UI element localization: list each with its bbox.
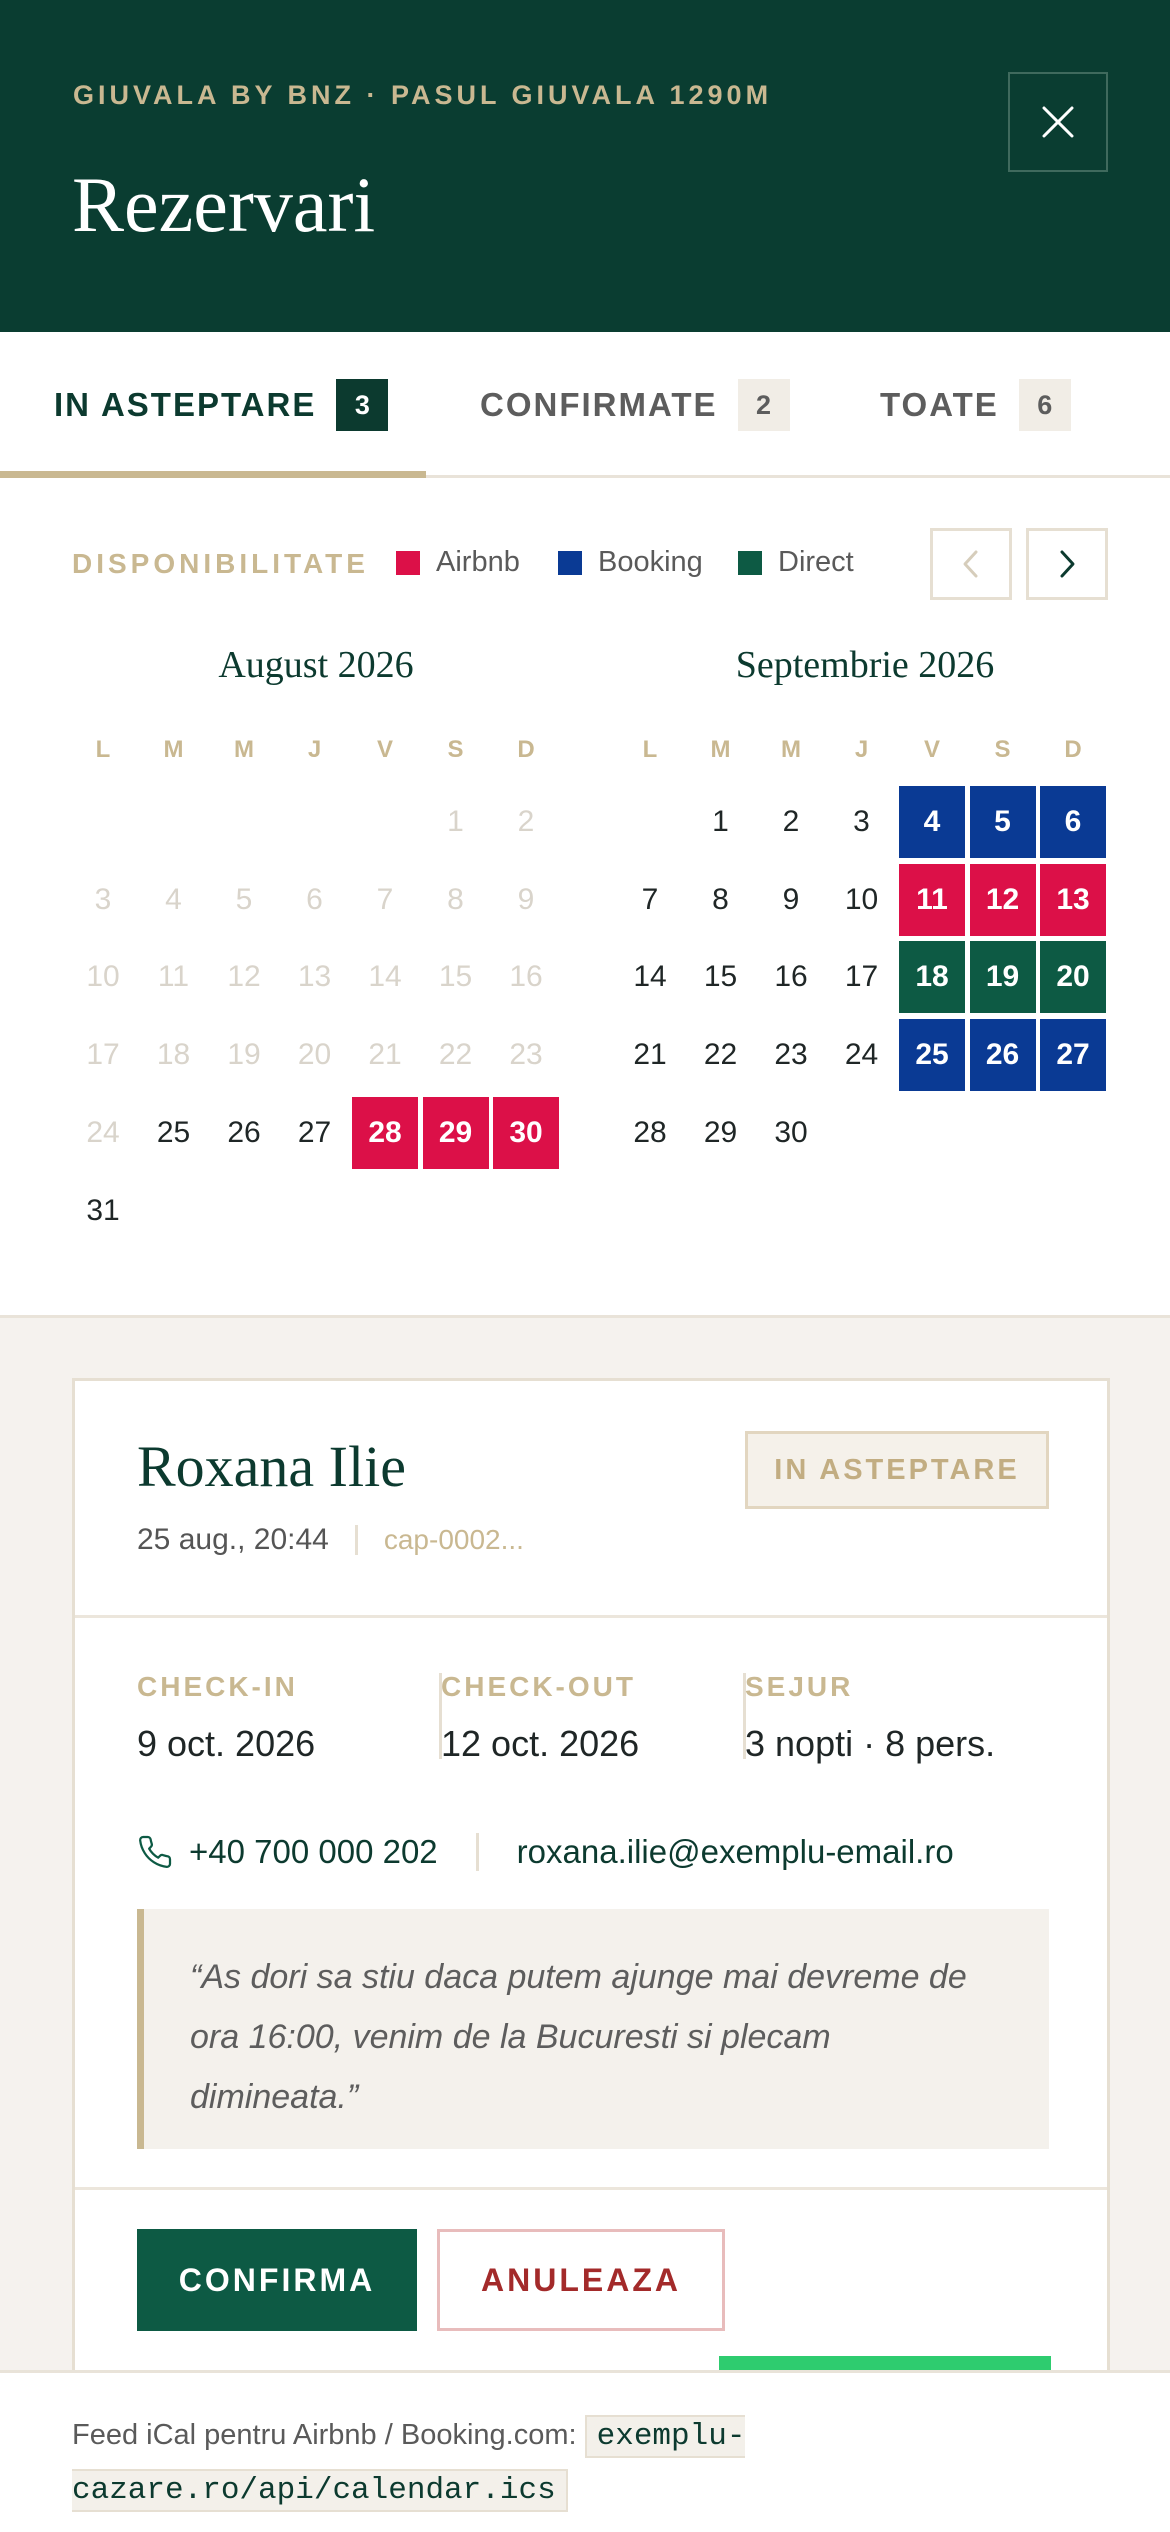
tab-pending[interactable] (54, 332, 388, 478)
weekday-header: M (234, 736, 254, 763)
reservation-meta (137, 1523, 524, 1557)
calendar-day[interactable]: 21 (633, 1038, 667, 1072)
calendar-day: 12 (227, 960, 261, 994)
page-title: Rezervari (72, 161, 376, 248)
checkin-label: CHECK-IN (137, 1671, 298, 1702)
calendar-day[interactable]: 10 (844, 882, 879, 916)
calendar-day[interactable]: 4 (899, 786, 965, 858)
calendar-day[interactable]: 6 (1040, 786, 1106, 858)
legend-direct (738, 546, 854, 579)
calendar-day[interactable]: 16 (774, 960, 808, 994)
tab-confirmed-label: CONFIRMATE (480, 386, 718, 423)
calendar-day[interactable]: 15 (703, 960, 738, 994)
phone-icon (137, 1834, 173, 1870)
chevron-left-icon (960, 549, 982, 579)
weekday-header: L (642, 736, 658, 763)
month-title-august: August 2026 (218, 644, 414, 686)
legend-booking-swatch (558, 551, 582, 575)
ical-label: Feed iCal pentru Airbnb / Booking.com: (72, 2419, 577, 2451)
tab-confirmed[interactable] (480, 332, 790, 478)
calendar-day: 20 (297, 1038, 332, 1072)
cancel-button[interactable]: ANULEAZA (437, 2229, 725, 2331)
calendar-day[interactable]: 14 (633, 960, 667, 994)
calendar-day: 18 (156, 1038, 191, 1072)
weekday-header: D (1064, 736, 1082, 763)
chevron-right-icon (1056, 549, 1078, 579)
calendar-day[interactable]: 28 (633, 1115, 667, 1149)
email-link[interactable]: roxana.ilie@exemplu-email.ro (516, 1833, 954, 1870)
weekday-header: M (710, 736, 731, 763)
calendar-day[interactable]: 20 (1040, 941, 1106, 1013)
phone-link[interactable]: +40 700 000 202 (189, 1833, 438, 1870)
calendar-day[interactable]: 23 (774, 1038, 808, 1072)
calendar-day: 15 (438, 960, 473, 994)
tab-bar (0, 332, 1170, 478)
confirm-button[interactable]: CONFIRMA (137, 2229, 417, 2331)
calendar-day[interactable]: 25 (156, 1115, 191, 1149)
reservation-card (72, 1378, 1110, 2532)
prev-month-button[interactable] (930, 528, 1012, 600)
calendar-day[interactable]: 12 (970, 864, 1036, 936)
calendar-day: 7 (376, 882, 394, 916)
calendar-day[interactable]: 19 (970, 941, 1036, 1013)
ical-note (72, 2409, 832, 2517)
calendar-day: 14 (368, 960, 402, 994)
calendar-day[interactable]: 26 (970, 1019, 1036, 1091)
calendar-day: 11 (157, 960, 190, 994)
contact-row (137, 1833, 954, 1871)
tab-all[interactable] (880, 332, 1071, 478)
card-divider (75, 2187, 1107, 2190)
calendar-day[interactable]: 27 (1040, 1019, 1106, 1091)
active-tab-indicator (0, 471, 426, 478)
legend-direct-label: Direct (778, 546, 854, 578)
header (0, 0, 1170, 332)
calendar-day: 9 (517, 882, 535, 916)
calendar-day[interactable]: 13 (1040, 864, 1106, 936)
stay-value: 3 nopti · 8 pers. (745, 1723, 996, 1764)
close-button[interactable] (1008, 72, 1108, 172)
property-eyebrow: GIUVALA BY BNZ · PASUL GIUVALA 1290M (73, 80, 773, 110)
month-title-september: Septembrie 2026 (735, 644, 995, 686)
calendar-day[interactable]: 3 (853, 805, 870, 838)
calendar-day[interactable]: 2 (782, 805, 800, 838)
created-at: 25 aug., 20:44 (137, 1523, 329, 1556)
calendar-day[interactable]: 17 (844, 960, 879, 994)
calendar-day[interactable]: 26 (227, 1115, 261, 1149)
legend-direct-swatch (738, 551, 762, 575)
calendar-day[interactable]: 28 (352, 1097, 418, 1169)
checkout-label: CHECK-OUT (441, 1671, 636, 1702)
availability-label: DISPONIBILITATE (72, 548, 369, 579)
calendar-day: 23 (509, 1038, 543, 1072)
legend-booking-label: Booking (598, 546, 703, 578)
ical-url[interactable]: exemplu-cazare.ro/api/calendar.ics (72, 2415, 745, 2512)
ical-footer (0, 2370, 1170, 2532)
availability-section (0, 478, 1170, 1318)
calendar-day: 24 (86, 1115, 120, 1149)
weekday-header: M (163, 736, 184, 763)
status-badge: IN ASTEPTARE (745, 1431, 1049, 1509)
checkin-value: 9 oct. 2026 (137, 1723, 316, 1764)
close-icon (1041, 105, 1075, 139)
calendar-day[interactable]: 18 (899, 941, 965, 1013)
calendar-day[interactable]: 7 (641, 882, 659, 916)
calendar-day: 8 (447, 882, 464, 916)
weekday-header: J (307, 736, 322, 763)
calendar-day: 13 (297, 960, 332, 994)
calendar-day[interactable]: 22 (703, 1038, 738, 1072)
weekday-header: V (923, 736, 940, 763)
calendar-day[interactable]: 5 (970, 786, 1036, 858)
calendar-day[interactable]: 30 (493, 1097, 559, 1169)
calendar-day: 22 (438, 1038, 473, 1072)
tab-pending-label: IN ASTEPTARE (54, 386, 317, 423)
calendar-day: 17 (86, 1038, 120, 1072)
tab-pending-count: 3 (336, 379, 388, 431)
calendar-day[interactable]: 29 (423, 1097, 489, 1169)
guest-message: “As dori sa stiu daca putem ajunge mai devreme de ora 16:00, venim de la Bucuresti si plecam dimineata.” (137, 1909, 1049, 2149)
calendar-day[interactable]: 30 (774, 1115, 808, 1149)
tab-all-count: 6 (1019, 379, 1071, 431)
calendar-day[interactable]: 24 (844, 1038, 879, 1072)
calendar-day: 10 (86, 960, 120, 994)
weekday-header: V (376, 736, 393, 763)
meta-divider (355, 1525, 358, 1555)
calendar-day[interactable]: 31 (86, 1193, 120, 1227)
card-divider (75, 1615, 1107, 1618)
legend-booking (558, 546, 703, 579)
calendar-day: 16 (509, 960, 543, 994)
calendar-day: 2 (517, 805, 535, 838)
guest-name: Roxana Ilie (137, 1434, 406, 1499)
weekday-header: L (95, 736, 111, 763)
weekday-header: J (854, 736, 869, 763)
legend-airbnb (396, 546, 520, 579)
calendar-day[interactable]: 1 (712, 805, 729, 838)
stay-label: SEJUR (745, 1671, 854, 1702)
calendar-day: 1 (447, 805, 464, 838)
calendar-day: 6 (306, 882, 323, 916)
checkout-value: 12 oct. 2026 (441, 1723, 640, 1764)
calendar-day: 4 (165, 882, 182, 916)
tab-confirmed-count: 2 (738, 379, 790, 431)
weekday-header: S (447, 736, 464, 763)
calendar-day[interactable]: 25 (899, 1019, 965, 1091)
weekday-header: S (994, 736, 1011, 763)
calendar-day: 5 (235, 882, 253, 916)
calendar-day[interactable]: 8 (712, 882, 729, 916)
calendar-day: 21 (368, 1038, 402, 1072)
calendar-day[interactable]: 29 (703, 1115, 738, 1149)
calendar-day[interactable]: 9 (782, 882, 800, 916)
tab-all-label: TOATE (880, 386, 999, 423)
calendar-day[interactable]: 11 (899, 864, 965, 936)
reservation-code: cap-0002... (383, 1524, 524, 1555)
calendar-day: 19 (227, 1038, 261, 1072)
legend-airbnb-swatch (396, 551, 420, 575)
next-month-button[interactable] (1026, 528, 1108, 600)
legend-airbnb-label: Airbnb (436, 546, 520, 578)
weekday-header: M (781, 736, 801, 763)
contact-divider (476, 1833, 479, 1871)
calendar-day: 3 (94, 882, 112, 916)
calendar-day[interactable]: 27 (297, 1115, 332, 1149)
weekday-header: D (517, 736, 535, 763)
